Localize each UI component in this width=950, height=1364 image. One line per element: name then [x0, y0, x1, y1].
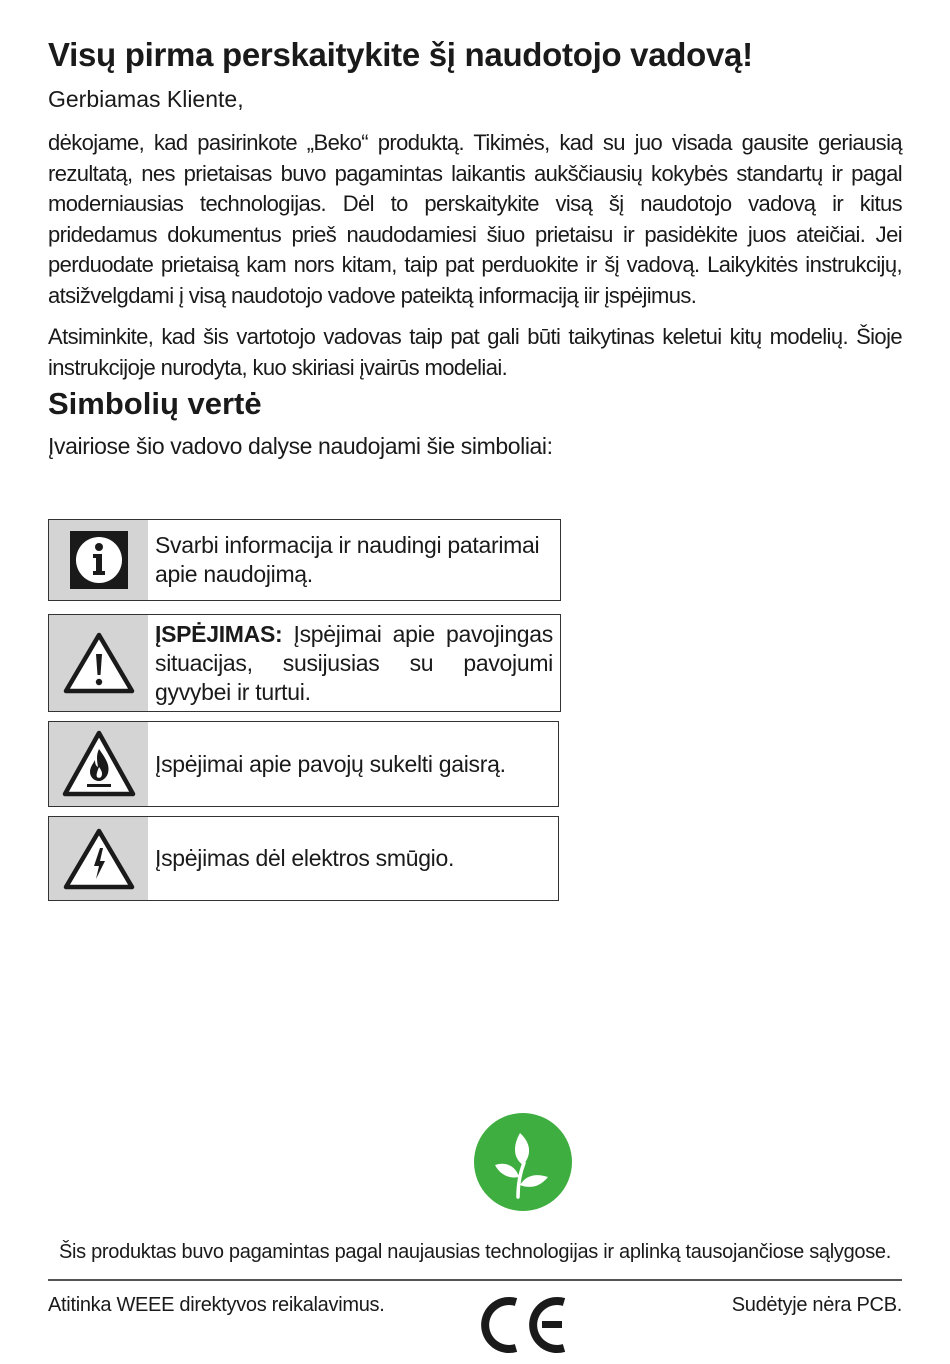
- symbols-heading: Simbolių vertė: [48, 386, 262, 421]
- pcb-statement: Sudėtyje nėra PCB.: [731, 1294, 902, 1316]
- symbol-text-electric: Įspėjimas dėl elektros smūgio.: [155, 845, 455, 871]
- ce-mark-logo: [478, 1294, 570, 1356]
- symbols-intro: Įvairiose šio vadovo dalyse naudojami šie simboliai:: [48, 433, 553, 459]
- symbol-row-fire: [48, 721, 559, 807]
- symbol-row-warning: [48, 614, 561, 712]
- intro-paragraph: dėkojame, kad pasirinkote „Beko“ produktą. Tikimės, kad su juo visada gausite geriausią rezultatą, nes prietaisas buvo pagamintas laikantis aukščiausių kokybės standartų ir pagal moderniausias technologijas. Dėl to perskaitykite visą šį naudotojo vadovą ir kitus pridedamus dokumentus prieš naudodamiesi šiuo prietaisu ir pasidėkite juos ateičiai. Jei perduodate prietaisą kam nors kitam, taip pat perduokite ir šį vadovą. Laikykitės instrukcijų, atsižvelgdami į visą naudotojo vadove pateiktą informaciją iir įspėjimus.: [48, 130, 902, 308]
- symbol-text-warning: Įspėjimai apie pavojingas situacijas, susijusias su pavojumi gyvybei ir turtui.: [155, 620, 553, 705]
- page-title: Visų pirma perskaitykite šį naudotojo vadovą!: [48, 36, 753, 73]
- symbol-text-info: Svarbi informacija ir naudingi patarimai apie naudojimą.: [155, 532, 540, 587]
- fire-hazard-icon: [49, 722, 148, 806]
- eco-statement: Šis produktas buvo pagamintas pagal naujausias technologijas ir aplinką tausojančiose sąlygose.: [58, 1241, 892, 1263]
- electric-shock-icon: [49, 817, 148, 900]
- symbol-row-electric: [48, 816, 559, 901]
- info-icon: [49, 520, 148, 600]
- weee-compliance: Atitinka WEEE direktyvos reikalavimus.: [48, 1294, 385, 1316]
- warning-label: ĮSPĖJIMAS:: [155, 620, 283, 647]
- symbol-row-info: [48, 519, 561, 601]
- greeting: Gerbiamas Kliente,: [48, 86, 244, 112]
- leaf-icon: [474, 1113, 572, 1211]
- models-paragraph: Atsiminkite, kad šis vartotojo vadovas taip pat gali būti taikytinas keletui kitų modelių. Šioje instrukcijoje nurodyta, kuo skiriasi įvairūs modeliai.: [48, 324, 902, 380]
- footer-divider: [48, 1279, 902, 1281]
- warning-icon: [49, 615, 148, 711]
- symbol-text-fire: Įspėjimai apie pavojų sukelti gaisrą.: [155, 750, 506, 777]
